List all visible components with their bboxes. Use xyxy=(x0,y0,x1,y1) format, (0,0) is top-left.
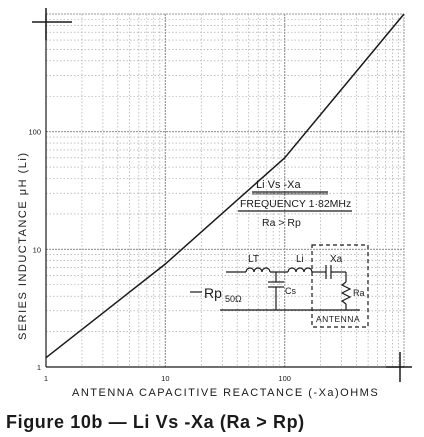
label-cs: Cs xyxy=(285,286,296,296)
x-axis-label: ANTENNA CAPACITIVE REACTANCE (-Xa)OHMS xyxy=(72,387,380,399)
y-axis-label: SERIES INDUCTANCE μH (Li) xyxy=(17,151,29,340)
x-tick-label: 10 xyxy=(161,374,170,383)
resistor-ra xyxy=(342,282,350,304)
inductor-li xyxy=(288,268,312,272)
data-series xyxy=(46,14,404,358)
y-tick-label: 10 xyxy=(32,245,41,255)
label-rp-sub: 50Ω xyxy=(225,294,242,304)
x-tick-label: 100 xyxy=(278,374,291,383)
label-antenna: ANTENNA xyxy=(316,314,361,324)
annotation-condition: Ra > Rp xyxy=(262,217,301,229)
x-tick-label: 1 xyxy=(43,374,49,383)
annotation-title: Li Vs -Xa xyxy=(256,179,301,191)
annotation-block xyxy=(238,179,352,229)
label-ra: Ra xyxy=(353,288,365,298)
label-lt: LT xyxy=(248,254,259,265)
figure-caption: Figure 10b — Li Vs -Xa (Ra > Rp) xyxy=(6,412,305,432)
annotation-frequency: FREQUENCY 1·82MHz xyxy=(240,198,352,210)
series-line xyxy=(46,14,404,358)
label-xa: Xa xyxy=(330,254,343,265)
label-rp: Rp xyxy=(204,285,222,301)
y-tick-label: 1 xyxy=(36,363,41,372)
label-li: Li xyxy=(296,254,304,265)
y-tick-label: 100 xyxy=(28,127,41,137)
